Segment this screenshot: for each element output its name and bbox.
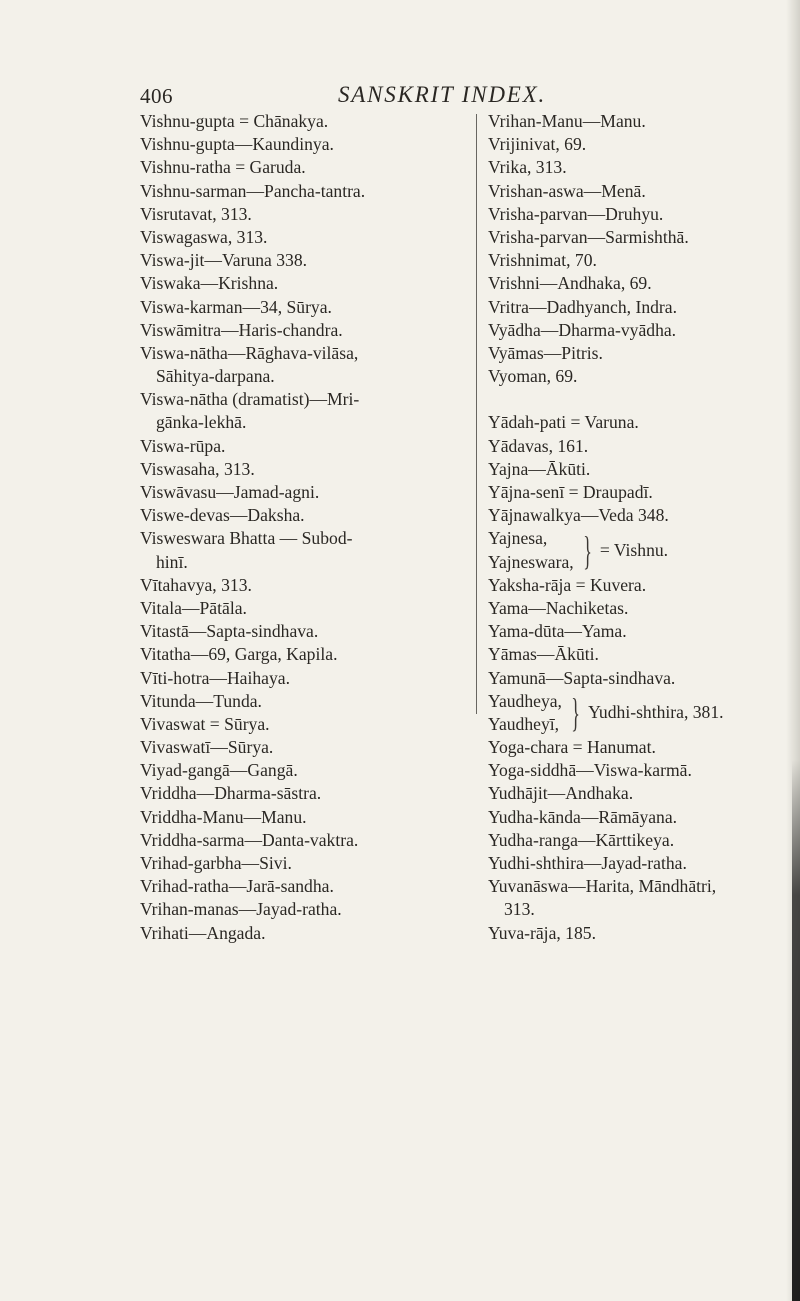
- running-title: SANSKRIT INDEX.: [338, 82, 547, 107]
- index-entry: Viswe-devas—Daksha.: [140, 505, 305, 526]
- index-entry: Viswa-jit—Varuna 338.: [140, 250, 308, 271]
- page-edge-dark-strip: [792, 760, 800, 1301]
- index-entry: Yoga-chara = Hanumat.: [488, 737, 656, 758]
- index-entry: Viswasaha, 313.: [140, 458, 255, 479]
- index-entry: Vritra—Dadhyanch, Indra.: [488, 296, 677, 317]
- index-entry: Vrihan-Manu—Manu.: [488, 111, 646, 131]
- section-gap: [488, 388, 798, 411]
- brace-group-yajnesa: [488, 527, 798, 573]
- index-entry: Vyoman, 69.: [488, 366, 578, 387]
- index-entry: Yaudheya,: [488, 690, 562, 711]
- index-entry: Viswaka—Krishna.: [140, 273, 279, 294]
- index-entry: Yoga-siddhā—Viswa-karmā.: [488, 760, 692, 781]
- index-entry: Vrishan-aswa—Menā.: [488, 180, 646, 201]
- index-entry-continuation: Sāhitya-darpana.: [156, 366, 275, 387]
- index-entry: Yādah-pati = Varuna.: [488, 412, 639, 433]
- index-entry: Vrishnimat, 70.: [488, 250, 597, 271]
- index-entry: Yajnesa,: [488, 528, 548, 549]
- index-entry: Vītahavya, 313.: [140, 574, 252, 595]
- index-entry: Vrika, 313.: [488, 157, 567, 178]
- index-entry: Yāmas—Ākūti.: [488, 644, 599, 665]
- index-entry: Vivaswat = Sūrya.: [140, 713, 270, 734]
- index-entry: Yājnawalkya—Veda 348.: [488, 505, 669, 526]
- index-entry: Vriddha-sarma—Danta-vaktra.: [140, 829, 359, 850]
- index-entry: Yādavas, 161.: [488, 435, 589, 456]
- column-divider: [476, 114, 477, 714]
- index-entry: Yājna-senī = Draupadī.: [488, 482, 653, 502]
- index-entry: Viswagaswa, 313.: [140, 226, 268, 247]
- index-entry: Vriddha-Manu—Manu.: [140, 806, 307, 827]
- index-entry: Yudha-ranga—Kārttikeya.: [488, 829, 675, 850]
- index-entry-continuation: gānka-lekhā.: [156, 412, 247, 433]
- page-number: 406: [140, 84, 173, 108]
- index-entry: Yudhi-shthira—Jayad-ratha.: [488, 853, 687, 874]
- index-entry: Viyad-gangā—Gangā.: [140, 760, 298, 781]
- index-entry: Vitala—Pātāla.: [140, 597, 247, 618]
- index-entry: Yajneswara,: [488, 551, 574, 572]
- brace-target: Yudhi-shthira, 381.: [588, 702, 724, 723]
- index-entry: Yama—Nachiketas.: [488, 597, 629, 618]
- brace-terms: [488, 690, 562, 736]
- brace-glyph: }: [582, 527, 592, 573]
- index-entry: Vrisha-parvan—Druhyu.: [488, 203, 664, 224]
- index-entry: Visweswara Bhatta — Subod-: [140, 528, 353, 549]
- index-entry: Vīti-hotra—Haihaya.: [140, 667, 290, 688]
- index-entry-continuation: 313.: [504, 899, 535, 920]
- index-entry: Viswa-nātha (dramatist)—Mri-: [140, 389, 360, 410]
- index-entry: Visrutavat, 313.: [140, 203, 252, 224]
- index-entry: Vishnu-gupta = Chānakya.: [140, 111, 329, 131]
- index-entry: Yuva-rāja, 185.: [488, 922, 596, 943]
- index-entry: Vrihan-manas—Jayad-ratha.: [140, 899, 342, 920]
- index-entry: Vitastā—Sapta-sindhava.: [140, 621, 319, 642]
- index-entry: Yajna—Ākūti.: [488, 458, 591, 479]
- left-column: [140, 110, 470, 945]
- index-entry: Vivaswatī—Sūrya.: [140, 737, 274, 758]
- index-entry: Viswa-karman—34, Sūrya.: [140, 296, 332, 317]
- index-entry: Viswāmitra—Haris-chandra.: [140, 319, 343, 340]
- index-entry: Yudhājit—Andhaka.: [488, 783, 634, 804]
- right-column: [488, 110, 798, 945]
- index-entry-continuation: hinī.: [156, 551, 188, 572]
- index-entry: Vishnu-ratha = Garuda.: [140, 157, 306, 178]
- index-entry: Vriddha—Dharma-sāstra.: [140, 783, 322, 804]
- index-entry: Vitatha—69, Garga, Kapila.: [140, 644, 338, 665]
- index-entry: Viswa-rūpa.: [140, 435, 226, 456]
- index-entry: Viswāvasu—Jamad-agni.: [140, 482, 320, 502]
- index-entry: Vrihad-garbha—Sivi.: [140, 853, 292, 873]
- index-entry: Vrisha-parvan—Sarmishthā.: [488, 226, 689, 247]
- index-entry: Yudha-kānda—Rāmāyana.: [488, 806, 678, 827]
- index-entry: Vrijinivat, 69.: [488, 134, 587, 155]
- index-entry: Vrihad-ratha—Jarā-sandha.: [140, 876, 334, 897]
- index-entry: Vishnu-sarman—Pancha-tantra.: [140, 180, 366, 201]
- index-entry: Yaksha-rāja = Kuvera.: [488, 574, 647, 595]
- index-entry: Vrihati—Angada.: [140, 922, 266, 943]
- index-entry: Vrishni—Andhaka, 69.: [488, 273, 652, 294]
- index-entry: Vyāmas—Pitris.: [488, 342, 603, 363]
- index-entry: Yuvanāswa—Harita, Māndhātri,: [488, 876, 717, 897]
- index-entry: Yamunā—Sapta-sindhava.: [488, 667, 676, 688]
- index-entry: Vishnu-gupta—Kaundinya.: [140, 134, 334, 155]
- index-entry: Vyādha—Dharma-vyādha.: [488, 319, 677, 340]
- index-entry: Vitunda—Tunda.: [140, 690, 262, 711]
- index-entry: Yama-dūta—Yama.: [488, 621, 627, 642]
- index-entry: Viswa-nātha—Rāghava-vilāsa,: [140, 342, 359, 363]
- brace-target: = Vishnu.: [599, 539, 669, 560]
- brace-group-yaudheya: [488, 690, 798, 736]
- brace-glyph: }: [571, 689, 580, 735]
- index-entry: Yaudheyī,: [488, 713, 560, 734]
- brace-terms: [488, 527, 574, 573]
